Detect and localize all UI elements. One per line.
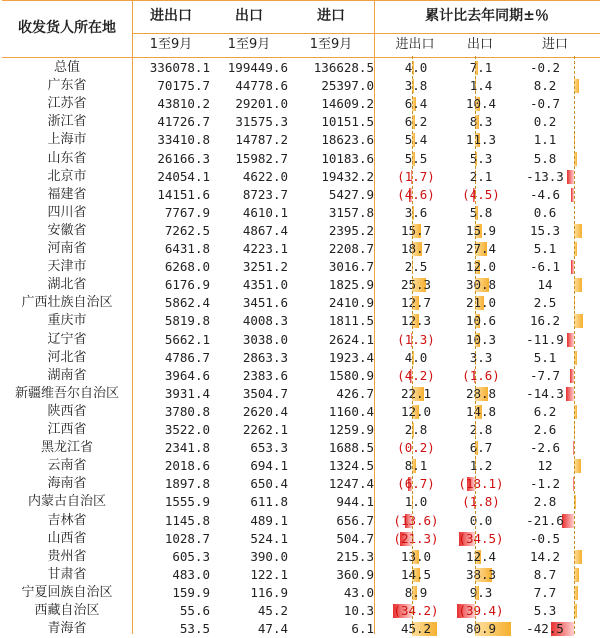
table-row xyxy=(2,620,600,638)
yoy-exp-value: 6.7 xyxy=(469,440,493,456)
yoy-imp-value: 5.1 xyxy=(533,349,557,365)
imp-value: 3157.8 xyxy=(328,204,374,220)
yoy-exp-value: 8.3 xyxy=(469,114,493,130)
yoy-imexp-value: (34.2) xyxy=(393,603,439,618)
imp-value: 2410.9 xyxy=(328,295,374,311)
yoy-imexp-value: 8.1 xyxy=(404,458,428,474)
imexp-value: 6431.8 xyxy=(164,241,210,256)
imexp-value: 336078.1 xyxy=(149,60,210,75)
exp-value: 45.2 xyxy=(257,603,288,618)
table-row xyxy=(2,150,600,168)
imp-value: 10183.6 xyxy=(321,150,374,166)
yoy-imp-value: -0.7 xyxy=(529,96,561,112)
table-row xyxy=(2,276,600,294)
region-name: 甘肃省 xyxy=(47,566,87,582)
table-row xyxy=(2,294,600,312)
exp-value: 4610.1 xyxy=(242,204,288,220)
region-name: 吉林省 xyxy=(47,512,87,528)
region-name: 湖南省 xyxy=(47,367,87,383)
yoy-imexp-value: 6.2 xyxy=(404,114,428,130)
yoy-header: 累计比去年同期±％ xyxy=(425,8,549,24)
sub-imp: 1至9月 xyxy=(309,37,353,52)
yoy-imexp-value: 3.6 xyxy=(404,204,428,220)
imp-value: 5427.9 xyxy=(328,186,374,202)
yoy-imexp-value: 12.7 xyxy=(400,295,432,311)
yoy-imexp-value: 13.0 xyxy=(400,548,432,564)
table-row xyxy=(2,204,600,222)
yoy-exp-value: (1.8) xyxy=(462,494,500,510)
yoy-exp-value: 2.1 xyxy=(469,168,493,184)
yoy-imp-value: -13.3 xyxy=(526,168,564,184)
exp-value: 4008.3 xyxy=(242,313,288,329)
imp-value: 1923.4 xyxy=(328,349,374,365)
region-name: 河北省 xyxy=(47,349,87,365)
imp-value: 1324.5 xyxy=(328,458,374,474)
yoy-exp-value: 12.0 xyxy=(465,259,497,275)
imp-header: 进口 xyxy=(317,8,345,24)
imp-value: 6.1 xyxy=(351,621,374,637)
exp-value: 694.1 xyxy=(250,458,288,474)
imp-value: 944.1 xyxy=(336,494,374,510)
exp-value: 4223.1 xyxy=(242,241,288,256)
region-name: 海南省 xyxy=(47,476,87,492)
region-name: 山东省 xyxy=(47,150,87,166)
yoy-exp-value: (1.6) xyxy=(462,367,500,383)
imexp-value: 605.3 xyxy=(172,548,210,564)
region-name: 河南省 xyxy=(47,241,87,256)
imexp-value: 55.6 xyxy=(179,603,210,618)
imexp-value: 43810.2 xyxy=(157,96,210,112)
imexp-value: 483.0 xyxy=(172,566,210,582)
yoy-imp-value: 2.8 xyxy=(533,494,557,510)
yoy-imp-value: 1.1 xyxy=(533,132,557,148)
yoy-imp-value: 14 xyxy=(537,277,553,293)
region-name: 内蒙古自治区 xyxy=(27,494,106,510)
imexp-value: 3931.4 xyxy=(164,385,210,401)
imp-value: 19432.2 xyxy=(321,168,374,184)
table-row xyxy=(2,168,600,186)
mid-rule xyxy=(132,33,600,34)
imp-value: 1247.4 xyxy=(328,476,374,492)
yoy-exp-value: 7.1 xyxy=(469,60,493,75)
yoy-imp-value: -14.3 xyxy=(526,385,564,401)
table-row xyxy=(2,113,600,131)
yoy-imexp-value: 4.0 xyxy=(404,349,428,365)
region-name: 总值 xyxy=(53,60,80,75)
imp-value: 1688.5 xyxy=(328,440,374,456)
exp-value: 3038.0 xyxy=(242,331,288,347)
region-name: 贵州省 xyxy=(47,548,87,564)
yoy-exp-value: 3.3 xyxy=(469,349,493,365)
imexp-value: 1028.7 xyxy=(164,530,210,546)
yoy-exp-value: (39.4) xyxy=(458,603,504,618)
imp-value: 504.7 xyxy=(336,530,374,546)
region-name: 浙江省 xyxy=(47,114,87,130)
yoy-imexp-value: 5.5 xyxy=(404,150,428,166)
yoy-imp-value: -0.5 xyxy=(529,530,561,546)
imexp-value: 33410.8 xyxy=(157,132,210,148)
imp-value: 1259.9 xyxy=(328,422,374,437)
region-name: 福建省 xyxy=(47,186,87,202)
yoy-imexp-value: (1.3) xyxy=(397,331,435,347)
yoy-imp-value: -1.2 xyxy=(529,476,561,492)
table-row xyxy=(2,512,600,530)
exp-value: 14787.2 xyxy=(235,132,288,148)
yoy-imexp-value: (0.2) xyxy=(397,440,435,456)
imp-value: 3016.7 xyxy=(328,259,374,275)
yoy-exp-value: 1.2 xyxy=(469,458,493,474)
table-row xyxy=(2,584,600,602)
zero-axis-1 xyxy=(412,56,413,634)
imexp-value: 70175.7 xyxy=(157,78,210,94)
exp-value: 4351.0 xyxy=(242,277,288,293)
exp-value: 524.1 xyxy=(250,530,288,546)
yoy-imexp-value: (4.6) xyxy=(397,186,435,202)
zero-axis-3 xyxy=(574,56,575,634)
yoy-exp-value: (34.5) xyxy=(458,530,504,546)
yoy-imp-value: 2.5 xyxy=(533,295,557,311)
exp-value: 3251.2 xyxy=(242,259,288,275)
imexp-value: 5662.1 xyxy=(164,331,210,347)
table-row xyxy=(2,131,600,149)
yoy-imp-value: -4.6 xyxy=(529,186,561,202)
yoy-exp-value: 12.4 xyxy=(465,548,497,564)
exp-value: 44778.6 xyxy=(235,78,288,94)
sub-yoy-imexp: 进出口 xyxy=(395,37,435,52)
imexp-value: 14151.6 xyxy=(157,186,210,202)
yoy-exp-value: 5.3 xyxy=(469,150,493,166)
region-name: 陕西省 xyxy=(47,403,87,419)
table-row xyxy=(2,222,600,240)
yoy-exp-value: 11.3 xyxy=(465,132,497,148)
yoy-imexp-value: 25.3 xyxy=(400,277,432,293)
yoy-imexp-value: (13.6) xyxy=(393,512,439,528)
imp-value: 656.7 xyxy=(336,512,374,528)
sub-yoy-exp: 出口 xyxy=(466,37,493,52)
yoy-exp-value: (4.5) xyxy=(462,186,500,202)
exp-value: 15982.7 xyxy=(235,150,288,166)
yoy-exp-value: 21.0 xyxy=(465,295,497,311)
yoy-exp-value: 15.9 xyxy=(465,222,497,238)
imexp-value: 6268.0 xyxy=(164,259,210,275)
imexp-value: 5862.4 xyxy=(164,295,210,311)
yoy-imp-value: -6.1 xyxy=(529,259,561,275)
yoy-imp-value: 5.1 xyxy=(533,241,557,256)
yoy-exp-value: 10.3 xyxy=(465,331,497,347)
yoy-imexp-value: 18.7 xyxy=(400,241,432,256)
exp-value: 2262.1 xyxy=(242,422,288,437)
yoy-exp-value: 80.9 xyxy=(465,621,497,637)
sub-imexp: 1至9月 xyxy=(149,37,193,52)
region-name: 青海省 xyxy=(47,621,87,637)
table-row xyxy=(2,312,600,330)
region-name: 上海市 xyxy=(47,132,87,148)
imp-value: 360.9 xyxy=(336,566,374,582)
yoy-imexp-value: 2.5 xyxy=(404,259,428,275)
imexp-value: 2341.8 xyxy=(164,440,210,456)
imexp-value: 7262.5 xyxy=(164,222,210,238)
zero-axis-2 xyxy=(475,56,476,634)
imp-value: 1580.9 xyxy=(328,367,374,383)
table-row xyxy=(2,258,600,276)
yoy-imp-value: 0.6 xyxy=(533,204,557,220)
header-rule xyxy=(2,57,600,58)
exp-value: 489.1 xyxy=(250,512,288,528)
table-row xyxy=(2,602,600,620)
region-name: 江西省 xyxy=(47,422,87,437)
table-row xyxy=(2,421,600,439)
yoy-imexp-value: 3.8 xyxy=(404,78,428,94)
exp-value: 8723.7 xyxy=(242,186,288,202)
yoy-imp-value: 5.8 xyxy=(533,150,557,166)
yoy-exp-value: (18.1) xyxy=(458,476,504,492)
exp-value: 390.0 xyxy=(250,548,288,564)
yoy-imp-value: -0.2 xyxy=(529,60,561,75)
yoy-exp-value: 30.8 xyxy=(465,277,497,293)
yoy-exp-value: 38.3 xyxy=(465,566,497,582)
yoy-imp-value: 14.2 xyxy=(529,548,561,564)
region-name: 四川省 xyxy=(47,204,87,220)
table-row xyxy=(2,349,600,367)
table-row xyxy=(2,475,600,493)
sub-yoy-imp: 进口 xyxy=(541,37,568,52)
yoy-imp-value: 8.7 xyxy=(533,566,557,582)
yoy-imp-value: 6.2 xyxy=(533,403,557,419)
imexp-value: 26166.3 xyxy=(157,150,210,166)
yoy-exp-value: 10.6 xyxy=(465,313,497,329)
yoy-imp-value: 2.6 xyxy=(533,422,557,437)
yoy-imexp-value: 12.0 xyxy=(400,403,432,419)
table-row xyxy=(2,403,600,421)
yoy-imexp-value: (4.2) xyxy=(397,367,435,383)
yoy-imexp-value: 2.8 xyxy=(404,422,428,437)
yoy-imexp-value: 12.3 xyxy=(400,313,432,329)
imexp-value: 1555.9 xyxy=(164,494,210,510)
region-name: 西藏自治区 xyxy=(34,603,100,618)
region-header: 收发货人所在地 xyxy=(18,20,116,36)
yoy-exp-value: 0.0 xyxy=(469,512,493,528)
imexp-value: 159.9 xyxy=(172,584,210,600)
exp-value: 199449.6 xyxy=(227,60,288,75)
table-row xyxy=(2,385,600,403)
imp-value: 18623.6 xyxy=(321,132,374,148)
yoy-imp-value: 16.2 xyxy=(529,313,561,329)
imp-value: 426.7 xyxy=(336,385,374,401)
yoy-imexp-value: 15.7 xyxy=(400,222,432,238)
yoy-exp-value: 2.8 xyxy=(469,422,493,437)
table-row xyxy=(2,331,600,349)
region-name: 山西省 xyxy=(47,530,87,546)
yoy-imp-value: -7.7 xyxy=(529,367,561,383)
table-row xyxy=(2,59,600,77)
exp-value: 29201.0 xyxy=(235,96,288,112)
yoy-imexp-value: 45.2 xyxy=(400,621,432,637)
imexp-value: 1897.8 xyxy=(164,476,210,492)
yoy-exp-value: 9.3 xyxy=(469,584,493,600)
region-name: 安徽省 xyxy=(47,222,87,238)
region-name: 云南省 xyxy=(47,458,87,474)
imexp-header: 进出口 xyxy=(150,8,192,24)
imexp-value: 7767.9 xyxy=(164,204,210,220)
sub-exp: 1至9月 xyxy=(227,37,271,52)
exp-value: 2620.4 xyxy=(242,403,288,419)
exp-value: 122.1 xyxy=(250,566,288,582)
exp-value: 4867.4 xyxy=(242,222,288,238)
yoy-exp-value: 1.4 xyxy=(469,78,493,94)
exp-value: 650.4 xyxy=(250,476,288,492)
sub-header-row xyxy=(132,34,600,56)
exp-value: 653.3 xyxy=(250,440,288,456)
exp-value: 2863.3 xyxy=(242,349,288,365)
exp-value: 31575.3 xyxy=(235,114,288,130)
imexp-value: 6176.9 xyxy=(164,277,210,293)
top-rule xyxy=(2,0,600,1)
yoy-imp-value: -21.6 xyxy=(526,512,564,528)
imp-value: 10.3 xyxy=(343,603,374,618)
imexp-value: 4786.7 xyxy=(164,349,210,365)
imp-value: 2395.2 xyxy=(328,222,374,238)
region-name: 黑龙江省 xyxy=(40,440,93,456)
table-row xyxy=(2,457,600,475)
exp-value: 611.8 xyxy=(250,494,288,510)
table-row xyxy=(2,240,600,258)
yoy-imp-value: -42.5 xyxy=(526,621,564,637)
exp-value: 4622.0 xyxy=(242,168,288,184)
yoy-imexp-value: 6.4 xyxy=(404,96,428,112)
yoy-imexp-value: (1.7) xyxy=(397,168,435,184)
table-row xyxy=(2,439,600,457)
yoy-imp-value: 8.2 xyxy=(533,78,557,94)
exp-value: 116.9 xyxy=(250,584,288,600)
imp-value: 136628.5 xyxy=(313,60,374,75)
exp-value: 47.4 xyxy=(257,621,288,637)
imexp-value: 5819.8 xyxy=(164,313,210,329)
table-row xyxy=(2,548,600,566)
yoy-imp-value: -11.9 xyxy=(526,331,564,347)
imp-value: 14609.2 xyxy=(321,96,374,112)
imp-value: 25397.0 xyxy=(321,78,374,94)
yoy-imp-value: -2.6 xyxy=(529,440,561,456)
yoy-exp-value: 27.4 xyxy=(465,241,497,256)
yoy-imp-value: 7.7 xyxy=(533,584,557,600)
yoy-imp-value: 5.3 xyxy=(533,603,557,618)
yoy-exp-value: 10.4 xyxy=(465,96,497,112)
exp-value: 3504.7 xyxy=(242,385,288,401)
imp-value: 2208.7 xyxy=(328,241,374,256)
exp-header: 出口 xyxy=(235,8,263,24)
yoy-imexp-value: 5.4 xyxy=(404,132,428,148)
region-name: 重庆市 xyxy=(47,313,87,329)
region-name: 辽宁省 xyxy=(47,331,87,347)
imexp-value: 1145.8 xyxy=(164,512,210,528)
imexp-value: 3780.8 xyxy=(164,403,210,419)
exp-value: 2383.6 xyxy=(242,367,288,383)
table-row xyxy=(2,530,600,548)
imp-value: 10151.5 xyxy=(321,114,374,130)
yoy-exp-value: 14.8 xyxy=(465,403,497,419)
table-row xyxy=(2,186,600,204)
table-row xyxy=(2,493,600,511)
yoy-exp-value: 5.8 xyxy=(469,204,493,220)
imp-value: 215.3 xyxy=(336,548,374,564)
imp-value: 1825.9 xyxy=(328,277,374,293)
table-row xyxy=(2,77,600,95)
yoy-imexp-value: (21.3) xyxy=(393,530,439,546)
region-name: 湖北省 xyxy=(47,277,87,293)
yoy-imp-value: 12 xyxy=(537,458,553,474)
imp-value: 43.0 xyxy=(343,584,374,600)
yoy-imexp-value: 22.1 xyxy=(400,385,432,401)
region-name: 北京市 xyxy=(47,168,87,184)
exp-value: 3451.6 xyxy=(242,295,288,311)
yoy-imexp-value: 1.0 xyxy=(404,494,428,510)
imexp-value: 53.5 xyxy=(179,621,210,637)
imexp-value: 41726.7 xyxy=(157,114,210,130)
region-name: 宁夏回族自治区 xyxy=(21,584,113,600)
region-name: 广东省 xyxy=(47,78,87,94)
yoy-imp-value: 0.2 xyxy=(533,114,557,130)
region-name: 广西壮族自治区 xyxy=(21,295,113,311)
imp-value: 1811.5 xyxy=(328,313,374,329)
imp-value: 2624.1 xyxy=(328,331,374,347)
region-name: 江苏省 xyxy=(47,96,87,112)
yoy-imp-value: 15.3 xyxy=(529,222,561,238)
yoy-imexp-value: 4.0 xyxy=(404,60,428,75)
imexp-value: 3964.6 xyxy=(164,367,210,383)
imexp-value: 3522.0 xyxy=(164,422,210,437)
imexp-value: 24054.1 xyxy=(157,168,210,184)
region-name: 新疆维吾尔自治区 xyxy=(14,385,119,401)
table-row xyxy=(2,566,600,584)
yoy-imexp-value: 8.9 xyxy=(404,584,428,600)
imexp-value: 2018.6 xyxy=(164,458,210,474)
yoy-imexp-value: (6.7) xyxy=(397,476,435,492)
yoy-exp-value: 28.8 xyxy=(465,385,497,401)
region-name: 天津市 xyxy=(47,259,87,275)
imp-value: 1160.4 xyxy=(328,403,374,419)
table-row xyxy=(2,367,600,385)
yoy-imexp-value: 14.5 xyxy=(400,566,432,582)
table-row xyxy=(2,95,600,113)
